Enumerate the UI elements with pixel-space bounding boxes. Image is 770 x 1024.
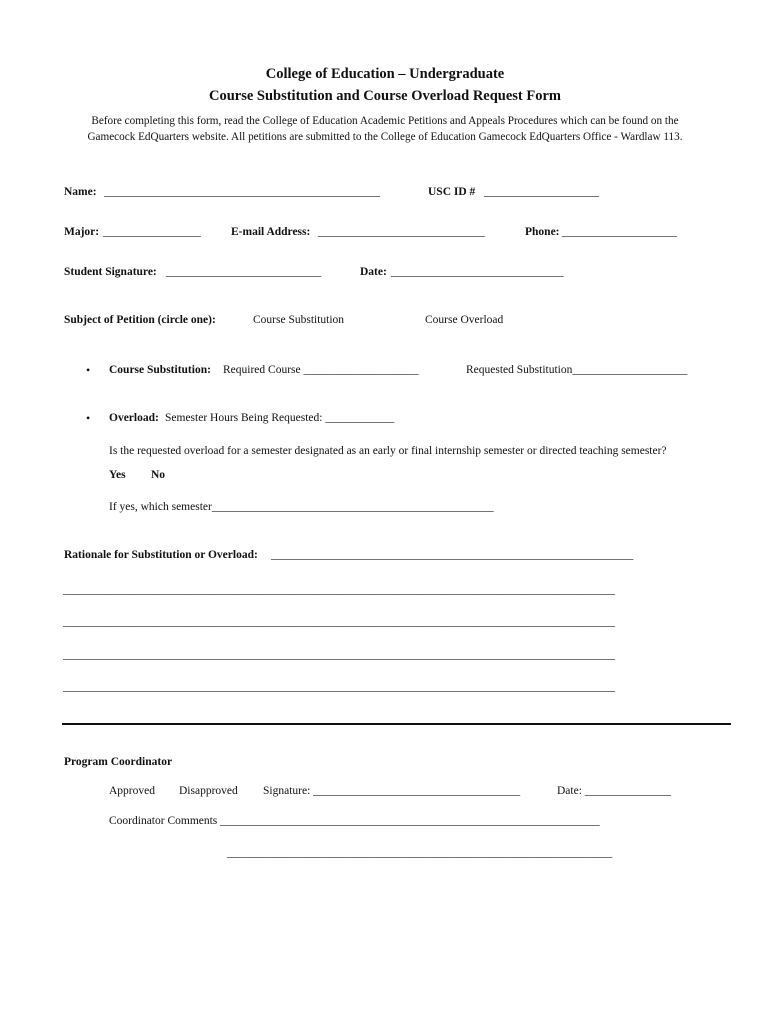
option-course-overload[interactable]: Course Overload (425, 314, 504, 326)
date-label: Date: (360, 266, 387, 278)
rationale-line[interactable]: ________________________________________________________________________________________________ (63, 681, 615, 693)
bullet-icon: • (86, 363, 91, 377)
student-signature-field[interactable]: ___________________________ (166, 266, 322, 278)
student-signature-label: Student Signature: (64, 266, 157, 278)
requested-substitution-field[interactable]: Requested Substitution____________________ (466, 364, 688, 376)
which-semester-field[interactable]: If yes, which semester_________________________________________________ (109, 501, 494, 513)
bullet-icon: • (86, 411, 91, 425)
overload-question: Is the requested overload for a semester designated as an early or final internship semester or directed teaching semester? (109, 445, 667, 457)
rationale-line[interactable]: ________________________________________________________________________________________________ (63, 616, 615, 628)
uscid-field[interactable]: ____________________ (484, 186, 599, 198)
intro-line1: Before completing this form, read the College of Education Academic Petitions and Appeals Procedures which can be found on the (91, 115, 679, 127)
phone-label: Phone: (525, 226, 560, 238)
rationale-label: Rationale for Substitution or Overload: (64, 549, 258, 561)
name-field[interactable]: ________________________________________________ (104, 186, 380, 198)
coordinator-signature-field[interactable]: Signature: ____________________________________ (263, 785, 521, 797)
email-field[interactable]: _____________________________ (318, 226, 485, 238)
approved-option[interactable]: Approved (109, 785, 155, 797)
course-substitution-label: Course Substitution: (109, 364, 211, 376)
form-title-line2: Course Substitution and Course Overload Request Form (208, 88, 562, 104)
coordinator-date-field[interactable]: Date: _______________ (557, 785, 672, 797)
rationale-line[interactable]: ________________________________________________________________________________________________ (63, 584, 615, 596)
uscid-label: USC ID # (428, 186, 476, 198)
form-title-line1: College of Education – Undergraduate (265, 66, 505, 82)
coordinator-comments-field[interactable]: Coordinator Comments __________________________________________________________________ (109, 815, 600, 827)
email-label: E-mail Address: (231, 226, 311, 238)
intro-line2: Gamecock EdQuarters website. All petitions are submitted to the College of Education Gamecock EdQuarters Office - Wardlaw 113. (87, 131, 683, 143)
major-label: Major: (64, 226, 100, 238)
major-field[interactable]: _________________ (103, 226, 201, 238)
date-field[interactable]: ______________________________ (391, 266, 564, 278)
semester-hours-field[interactable]: Semester Hours Being Requested: ____________ (165, 412, 395, 424)
yes-option[interactable]: Yes (109, 469, 126, 481)
option-course-substitution[interactable]: Course Substitution (253, 314, 345, 326)
rationale-field[interactable]: _______________________________________________________________ (271, 549, 634, 561)
no-option[interactable]: No (151, 469, 166, 481)
name-label: Name: (64, 186, 97, 198)
program-coordinator-heading: Program Coordinator (64, 756, 173, 768)
rationale-line[interactable]: ________________________________________________________________________________________________ (63, 649, 615, 661)
subject-of-petition-label: Subject of Petition (circle one): (64, 314, 216, 326)
required-course-field[interactable]: Required Course ____________________ (223, 364, 419, 376)
overload-label: Overload: (109, 412, 159, 424)
disapproved-option[interactable]: Disapproved (179, 785, 238, 797)
section-divider (62, 723, 731, 725)
coordinator-comments-line[interactable]: ___________________________________________________________________ (227, 847, 613, 859)
phone-field[interactable]: ____________________ (562, 226, 677, 238)
